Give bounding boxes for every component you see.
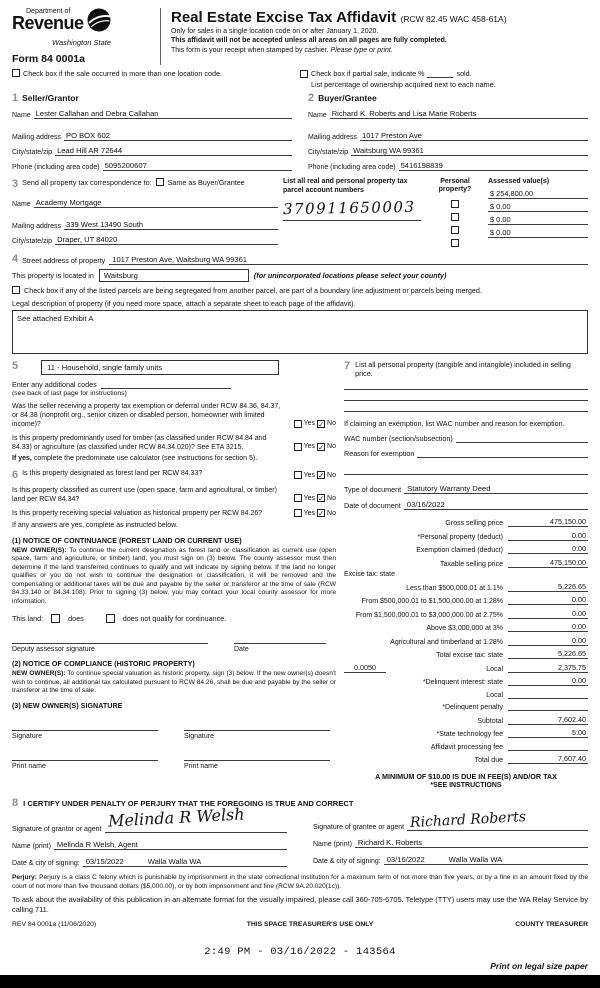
section-3-number: 3 — [12, 178, 19, 191]
multi-location-label: Check box if the sale occurred in more than one location code. — [23, 69, 222, 78]
header-note-2: This affidavit will not be accepted unless all areas on all pages are fully completed. — [171, 37, 447, 45]
notice-continuance-title: (1) NOTICE OF CONTINUANCE (FOREST LAND OR CURRENT USE) — [12, 536, 242, 545]
scan-edge-bar — [0, 975, 600, 988]
percent-sold-field[interactable] — [427, 70, 453, 78]
reason-exemption-label: Reason for exemption — [344, 449, 415, 459]
if-any-yes-note: If any answers are yes, complete as instructed below. — [12, 521, 178, 529]
exemption-yes-label: Yes — [303, 420, 316, 428]
parcel-number-field[interactable] — [283, 220, 421, 221]
form-title: Real Estate Excise Tax Affidavit — [171, 9, 397, 26]
notice-compliance-text: To continue special valuation as historic property, sign (3) below. If the new owner(s) doesn't wish to continue, all additional tax calculated pursuant to RCW 84.26, shall be due and payable by the seller or transferor at the time of sale. — [12, 670, 336, 694]
header-note-3-text: This form is your receipt when stamped by cashier. — [171, 46, 329, 54]
treasurer-stamp: 2:49 PM - 03/16/2022 - 143564 — [204, 946, 396, 958]
tax-row-tier-2 — [344, 595, 588, 605]
seller-phone-label: Phone (including area code) — [12, 164, 100, 172]
deputy-date-label: Date — [234, 646, 249, 654]
tax-row-delinquent-penalty — [344, 702, 588, 711]
tax-correspondence-block — [12, 178, 278, 247]
tax-row-local — [344, 663, 588, 673]
doc-type-label: Type of document — [344, 485, 402, 495]
correspondence-address-label: Mailing address — [12, 223, 62, 231]
tier-2-label: From $500,000.01 to $1,500,000.00 at 1.28% — [361, 598, 503, 606]
current-use-question: Is this property classified as current use (open space, farm and agricultural, or timber) land per RCW 84.34? — [12, 486, 277, 503]
doc-date-label: Date of document — [344, 501, 401, 511]
historic-no-checkbox[interactable]: ✓ — [318, 509, 325, 519]
tier-2-value[interactable]: 0.00 — [508, 595, 588, 605]
delinquent-interest-local-value[interactable] — [508, 690, 588, 699]
subtotal-label: Subtotal — [477, 717, 503, 725]
new-owner-printname-1-field[interactable] — [12, 752, 158, 761]
street-address-label: Street address of property — [22, 255, 106, 265]
section-2-number: 2 — [308, 92, 315, 104]
personal-property-checkbox-4[interactable] — [451, 239, 459, 247]
signature-label-1: Signature — [12, 733, 42, 741]
current-use-no-checkbox[interactable]: ✓ — [318, 494, 325, 504]
rev-form-number: REV 84 0001a (11/06/2020) — [12, 920, 97, 928]
additional-codes-field[interactable] — [101, 380, 231, 389]
tax-row-agricultural — [344, 636, 588, 646]
title-block — [171, 8, 588, 65]
tax-row-tier-4 — [344, 622, 588, 632]
grantor-name-label: Name (print) — [12, 843, 51, 851]
local-label: Local — [486, 665, 503, 673]
grantee-signature: Richard Roberts — [409, 809, 527, 832]
historic-no-label: No — [327, 509, 336, 517]
print-legal-size-note: Print on legal size paper — [490, 961, 588, 971]
personal-property-deduct-value[interactable]: 0.00 — [508, 531, 588, 541]
land-does-qualify-checkbox[interactable] — [51, 614, 60, 623]
revenue-wordmark: Revenue — [12, 13, 84, 33]
header-note-3-em: Please type or print. — [330, 46, 393, 54]
certify-statement: I CERTIFY UNDER PENALTY OF PERJURY THAT THE FOREGOING IS TRUE AND CORRECT — [23, 799, 354, 809]
located-in-label: This property is located in — [12, 270, 94, 280]
section-7-number: 7 — [344, 359, 351, 372]
buyer-name-label: Name — [308, 112, 327, 120]
affidavit-processing-fee-label: Affidavit processing fee — [430, 743, 503, 751]
seller-name-label: Name — [12, 112, 31, 120]
total-due-value[interactable]: 7,607.40 — [508, 754, 588, 764]
section-5-number: 5 — [12, 359, 19, 372]
if-yes-bold: If yes, — [12, 455, 32, 463]
state-technology-fee-value[interactable]: 5.00 — [508, 728, 588, 738]
rcw-reference: (RCW 82.45 WAC 458-61A) — [400, 14, 507, 24]
wac-number-field[interactable] — [456, 434, 588, 443]
sold-label: sold. — [456, 69, 472, 78]
see-back-note: (see back of last page for instructions) — [12, 389, 127, 397]
segregated-label: Check box if any of the listed parcels are being segregated from another parcel, are part of a boundary line adjustment or parcels being merged. — [24, 285, 482, 295]
correspondence-label: Send all property tax correspondence to: — [22, 178, 152, 188]
total-due-label: Total due — [474, 757, 503, 765]
exemption-yes-checkbox[interactable] — [294, 420, 302, 428]
alternate-format-notice: To ask about the availability of this publication in an alternate format for the visually impaired, please call 360-705-6705. Teletype (TTY) users may use the WA Relay Service by calling 711. — [12, 895, 588, 914]
tax-row-tier-1 — [344, 582, 588, 592]
street-address-field[interactable]: 1017 Preston Ave, Waitsburg WA 99361 — [109, 255, 588, 265]
exemption-no-label: No — [327, 420, 336, 428]
seller-csz-field[interactable]: Lead Hill AR 72644 — [55, 146, 292, 156]
taxable-selling-price-label: Taxable selling price — [439, 560, 503, 568]
same-as-buyer-checkbox[interactable] — [156, 178, 164, 186]
deputy-assessor-signature-label: Deputy assessor signature — [12, 646, 95, 654]
exemption-claimed-label: Exemption claimed (deduct) — [416, 547, 503, 555]
forest-no-label: No — [327, 471, 336, 479]
gross-selling-price-value[interactable]: 475,150.00 — [508, 517, 588, 527]
seller-address-label: Mailing address — [12, 134, 62, 142]
header-note-3 — [171, 46, 588, 55]
assessed-values-header: Assessed value(s) — [488, 178, 550, 186]
top-checkbox-row — [12, 69, 588, 89]
does-not-label: does not qualify for continuance. — [122, 614, 227, 624]
grantor-signature: Melinda R Welsh — [107, 804, 245, 831]
reason-exemption-line-2[interactable] — [344, 464, 588, 475]
delinquent-interest-state-value[interactable]: 0.00 — [508, 676, 588, 686]
buyer-address-label: Mailing address — [308, 134, 358, 142]
buyer-phone-label: Phone (including area code) — [308, 164, 396, 172]
print-name-label-1: Print name — [12, 763, 46, 771]
grantee-name-value[interactable]: Richard K. Roberts — [355, 838, 588, 848]
perjury-bold: Perjury: — [12, 874, 37, 882]
see-instructions-note: *SEE INSTRUCTIONS — [430, 782, 502, 790]
grantor-date-value[interactable]: 03/15/2022 — [83, 857, 145, 867]
deputy-assessor-signature-field[interactable] — [12, 635, 208, 644]
agricultural-label: Agricultural and timberland at 1.28% — [390, 638, 503, 646]
land-qualify-row — [12, 614, 336, 623]
tax-row-state-technology-fee — [344, 728, 588, 738]
washington-state-label: Washington State — [52, 38, 112, 47]
tier-1-label: Less than $500,000.01 at 1.1% — [406, 584, 503, 592]
multi-location-checkbox[interactable] — [12, 69, 20, 77]
current-use-yes-checkbox[interactable] — [294, 494, 302, 502]
if-yes-rest: complete the predominate use calculator (see instructions for section 5). — [33, 455, 258, 463]
personal-property-column — [426, 178, 484, 247]
does-label: does — [68, 614, 84, 624]
delinquent-penalty-value[interactable] — [508, 702, 588, 711]
section-4-number: 4 — [12, 252, 19, 265]
perjury-notice — [12, 874, 588, 891]
correspondence-name-label: Name — [12, 201, 31, 209]
timber-no-checkbox[interactable]: ✓ — [318, 442, 325, 452]
grantor-date-label: Date & city of signing: — [12, 860, 80, 868]
footer-row — [12, 921, 588, 928]
forest-yes-checkbox[interactable] — [294, 471, 302, 479]
new-owner-printname-2-field[interactable] — [184, 752, 330, 761]
local-tax-value[interactable]: 2,375.75 — [508, 663, 588, 673]
personal-property-deduct-label: *Personal property (deduct) — [417, 533, 503, 541]
tier-4-label: Above $3,000,000 at 3% — [426, 625, 503, 633]
correspondence-name-field[interactable]: Academy Mortgage — [34, 198, 278, 208]
section-6-number: 6 — [12, 468, 19, 481]
grantor-name-value[interactable]: Melinda R Welsh, Agent — [54, 840, 287, 850]
notice-continuance-body — [12, 547, 336, 606]
doc-date-value[interactable]: 03/16/2022 — [404, 500, 588, 510]
parcel-numbers-block — [278, 178, 426, 247]
new-owners-signature-title: (3) NEW OWNER(S) SIGNATURE — [12, 701, 123, 711]
header-note-1: Only for sales in a single location code on or after January 1, 2020. — [171, 28, 379, 35]
seller-phone-field[interactable]: 5095200607 — [103, 161, 292, 171]
seller-section — [12, 92, 292, 171]
exemption-claimed-value[interactable]: 0.00 — [508, 544, 588, 554]
excise-tax-state-label: Excise tax: state — [344, 571, 395, 579]
new-owner-printnames-row — [12, 752, 336, 770]
buyer-phone-field[interactable]: 5416198839 — [399, 161, 588, 171]
grantee-date-value[interactable]: 03/16/2022 — [384, 855, 446, 865]
exemption-instruction: If claiming an exemption, list WAC number and reason for exemption. — [344, 418, 565, 428]
timber-question: Is this property predominantly used for timber (as classified under RCW 84.84 and 84.33) or agriculture (as classified under RCW 84.34.020)? See ETA 3215. — [12, 435, 267, 452]
located-in-field[interactable]: Waitsburg — [99, 269, 249, 282]
tier-4-value[interactable]: 0.00 — [508, 622, 588, 632]
section-7-column — [344, 360, 588, 789]
tier-3-value[interactable]: 0.00 — [508, 609, 588, 619]
grantor-certification — [12, 804, 287, 868]
total-excise-state-value[interactable]: 5,226.65 — [508, 649, 588, 659]
tax-row-delinquent-interest-state — [344, 676, 588, 686]
assessed-value-2[interactable]: $ 0.00 — [488, 202, 588, 212]
perjury-text: Perjury is a class C felony which is punishable by imprisonment in the state correctional institution for a maximum term of not more than five years, or by a fine in an amount fixed by the court of not more than five thousand dollars ($5,000.00), or by both imprisonment and fine (RCW 9A.20.020(1c)). — [12, 874, 588, 890]
assessed-value-4[interactable]: $ 0.00 — [488, 228, 588, 238]
grantee-signature-label: Signature of grantee or agent — [313, 824, 405, 832]
forest-land-question: Is this property designated as forest land per RCW 84.33? — [22, 469, 203, 477]
legal-description-field[interactable]: See attached Exhibit A — [12, 310, 588, 354]
unincorporated-note: (for unincorporated locations please select your county) — [253, 270, 447, 280]
correspondence-address-field[interactable]: 339 West 13490 South — [64, 220, 278, 230]
buyer-csz-field[interactable]: Waitsburg WA 99361 — [351, 146, 588, 156]
additional-codes-label: Enter any additional codes — [12, 379, 97, 389]
taxable-selling-price-value[interactable]: 475,150.00 — [508, 558, 588, 568]
new-owner-signature-1-field[interactable] — [12, 722, 158, 731]
correspondence-csz-label: City/state/zip — [12, 238, 53, 246]
new-owners-bold-2: NEW OWNER(S): — [12, 670, 66, 678]
seller-title: Seller/Grantor — [22, 93, 79, 103]
current-use-no-label: No — [327, 494, 336, 502]
deputy-date-field[interactable] — [234, 635, 326, 644]
historic-yes-label: Yes — [303, 509, 316, 517]
section-1-number: 1 — [12, 92, 19, 104]
seller-address-field[interactable]: PO BOX 602 — [64, 131, 292, 141]
grantee-date-label: Date & city of signing: — [313, 858, 381, 866]
delinquent-penalty-label: *Delinquent penalty — [442, 704, 503, 712]
section-8-number: 8 — [12, 797, 19, 810]
section-8-certification — [12, 797, 588, 867]
personal-property-line-2[interactable] — [344, 390, 588, 401]
land-does-not-qualify-checkbox[interactable] — [106, 614, 115, 623]
agricultural-value[interactable]: 0.00 — [508, 636, 588, 646]
form-header — [12, 8, 588, 65]
new-owner-signatures-row — [12, 722, 336, 740]
tax-row-total-due — [344, 754, 588, 764]
form-number: Form 84 0001a — [12, 53, 85, 65]
tax-row-exemption-claimed — [344, 544, 588, 554]
tier-3-label: From $1,500,000.01 to $3,000,000.00 at 2.75% — [355, 611, 503, 619]
gross-selling-price-label: Gross selling price — [445, 520, 503, 528]
assessed-value-3[interactable]: $ 0.00 — [488, 215, 588, 225]
local-rate-value[interactable]: 0.0050 — [344, 663, 386, 673]
affidavit-processing-fee-value[interactable] — [508, 742, 588, 751]
header-divider — [160, 8, 161, 65]
personal-property-line-1[interactable] — [344, 379, 588, 390]
grantee-name-label: Name (print) — [313, 841, 352, 849]
notice-compliance-title: (2) NOTICE OF COMPLIANCE (HISTORIC PROPERTY) — [12, 659, 195, 669]
buyer-csz-label: City/state/zip — [308, 149, 349, 157]
print-name-label-2: Print name — [184, 763, 218, 771]
exemption-no-checkbox[interactable]: ✓ — [318, 419, 325, 429]
tax-row-taxable-selling-price — [344, 558, 588, 568]
personal-property-instruction: List all personal property (tangible and intangible) included in selling price. — [355, 359, 571, 379]
personal-property-line-3[interactable] — [344, 401, 588, 412]
deputy-assessor-row — [12, 635, 336, 653]
forest-no-checkbox[interactable]: ✓ — [318, 471, 325, 481]
personal-property-checkbox-3[interactable] — [451, 226, 459, 234]
dor-logo-icon — [87, 8, 111, 37]
partial-sale-checkbox[interactable] — [300, 70, 308, 78]
grantee-signature-field[interactable] — [407, 809, 588, 832]
total-excise-state-label: Total excise tax: state — [436, 652, 503, 660]
tier-1-value[interactable]: 5,226.65 — [508, 582, 588, 592]
grantor-signature-field[interactable] — [105, 804, 287, 833]
grantee-certification — [313, 809, 588, 867]
ownership-percentage-note: List percentage of ownership acquired next to each name. — [311, 80, 496, 89]
tax-row-excise-tax-state-header — [344, 571, 588, 578]
land-use-code-field[interactable]: 11 - Household, single family units — [41, 360, 279, 375]
wac-number-label: WAC number (section/subsection) — [344, 434, 453, 444]
section-4-property — [12, 253, 588, 354]
timber-yes-label: Yes — [303, 443, 316, 451]
minimum-due-note: A MINIMUM OF $10.00 IS DUE IN FEE(S) AND/OR TAX — [375, 772, 557, 782]
current-use-yes-label: Yes — [303, 494, 316, 502]
personal-property-header: Personal property? — [438, 178, 472, 194]
assessed-values-column — [484, 178, 588, 247]
county-treasurer-label: COUNTY TREASURER — [515, 920, 588, 928]
tax-row-gross-selling-price — [344, 517, 588, 527]
buyer-address-field[interactable]: 1017 Preston Ave — [360, 131, 588, 141]
department-of-label: Department of — [26, 8, 71, 15]
buyer-name-field[interactable]: Richard K. Roberts and Lisa Marie Roberts — [330, 109, 588, 119]
tax-row-total-excise-state — [344, 649, 588, 659]
state-technology-fee-label: *State technology fee — [436, 731, 503, 739]
grantor-signature-label: Signature of grantor or agent — [12, 826, 102, 834]
grantee-city-value[interactable]: Walla Walla WA — [446, 855, 588, 865]
new-owners-bold-1: NEW OWNER(S): — [12, 547, 67, 554]
signature-label-2: Signature — [184, 733, 214, 741]
dor-logo-block — [12, 8, 150, 65]
tax-row-delinquent-interest-local — [344, 690, 588, 699]
tax-row-affidavit-processing-fee — [344, 742, 588, 751]
grantor-city-value[interactable]: Walla Walla WA — [145, 857, 287, 867]
tax-row-tier-3 — [344, 609, 588, 619]
historic-yes-checkbox[interactable] — [294, 509, 302, 517]
partial-sale-label: Check box if partial sale, indicate % — [311, 69, 425, 78]
same-as-buyer-label: Same as Buyer/Grantee — [167, 178, 245, 188]
correspondence-csz-field[interactable]: Draper, UT 84020 — [55, 235, 278, 245]
legal-description-label: Legal description of property (if you need more space, attach a separate sheet to each page of the affidavit). — [12, 298, 356, 308]
seller-name-field[interactable]: Lester Callahan and Debra Callahan — [34, 109, 292, 119]
timber-no-label: No — [327, 443, 336, 451]
personal-property-checkbox-2[interactable] — [451, 213, 459, 221]
buyer-title: Buyer/Grantee — [318, 93, 377, 103]
tax-row-subtotal — [344, 715, 588, 725]
doc-type-value[interactable]: Statutory Warranty Deed — [404, 484, 588, 494]
treasurer-space-label: THIS SPACE TREASURER'S USE ONLY — [246, 920, 374, 928]
exemption-question: Was the seller receiving a property tax exemption or deferral under RCW 84.36, 84.37, or 84.38 (nonprofit org., senior citizen or disabled person, homeowner with limited income)? — [12, 402, 281, 429]
this-land-label: This land: — [12, 614, 44, 624]
tax-row-personal-property-deduct — [344, 531, 588, 541]
parcel-number-handwritten: 370911650003 — [282, 197, 416, 218]
reason-exemption-field[interactable] — [417, 449, 588, 458]
seller-csz-label: City/state/zip — [12, 149, 53, 157]
section-3-parcels — [12, 178, 588, 247]
new-owner-signature-2-field[interactable] — [184, 722, 330, 731]
parties-section — [12, 92, 588, 171]
personal-property-checkbox-1[interactable] — [451, 200, 459, 208]
delinquent-interest-local-label: Local — [486, 691, 503, 699]
notice-continuance-text: To continue the current designation as forest land or classification as current use (open space, farm and agriculture, or timber) land, you must sign on (3) below. The county assessor must then determine if the land transferred continues to qualify and will indicate by signing below. If the land no longer qualifies or you do not wish to continue the designation or classification, it will be removed and the compensating or additional taxes will be due and payable by the seller or transferor at the time of sale (RCW 84.33.140 or 84.34.108). Prior to signing (3) below, you may contact your local county assessor for more information. — [12, 547, 336, 605]
parcel-numbers-header: List all real and personal property tax parcel account numbers — [283, 178, 408, 194]
delinquent-interest-state-label: *Delinquent interest: state — [422, 679, 503, 687]
main-columns — [12, 360, 588, 789]
historic-question: Is this property receiving special valuation as historical property per RCW 84.26? — [12, 509, 263, 517]
section-5-6-column — [12, 360, 336, 770]
assessed-value-1[interactable]: $ 254,800.00 — [488, 189, 588, 199]
subtotal-value[interactable]: 7,602.40 — [508, 715, 588, 725]
forest-yes-label: Yes — [303, 471, 316, 479]
notice-compliance-body — [12, 670, 336, 695]
buyer-section — [308, 92, 588, 171]
segregated-checkbox[interactable] — [12, 286, 20, 294]
timber-yes-checkbox[interactable] — [294, 443, 302, 451]
